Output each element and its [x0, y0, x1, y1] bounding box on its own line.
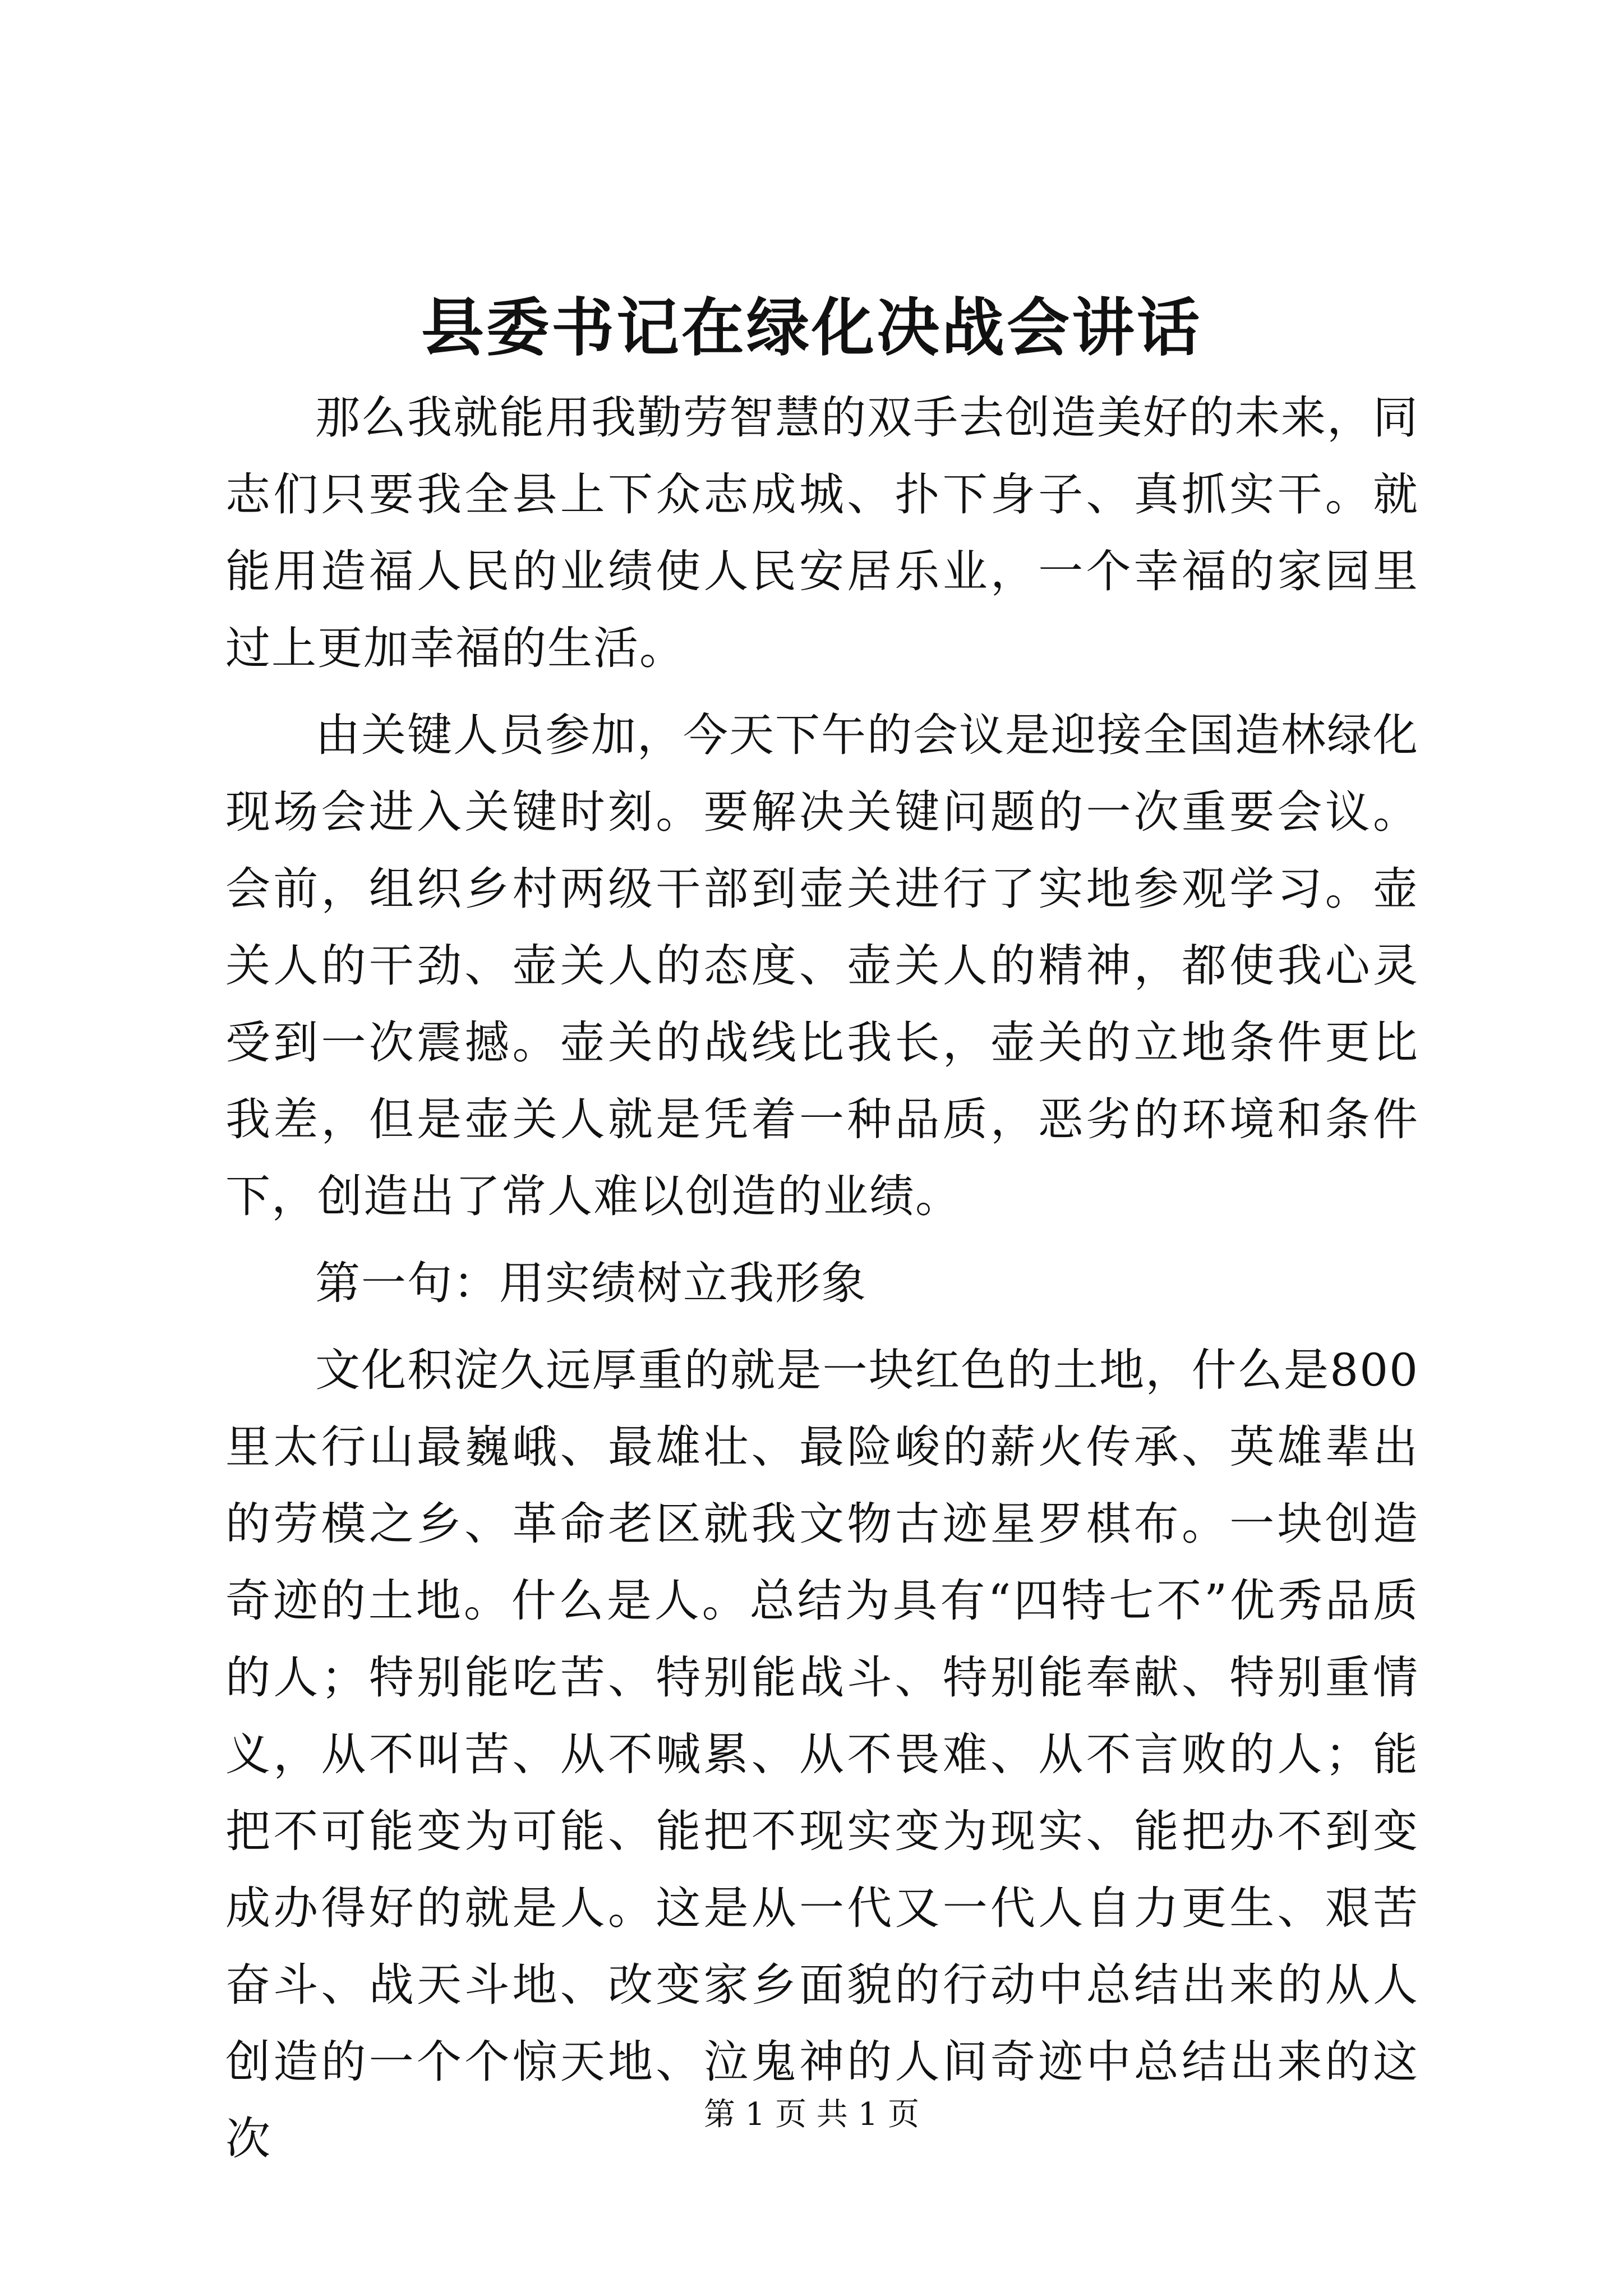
section-heading: 第一句：用实绩树立我形象 [315, 1257, 867, 1309]
page-number-footer: 第 1 页 共 1 页 [703, 2096, 920, 2133]
paragraph-3: 文化积淀久远厚重的就是一块红色的土地，什么是800里太行山最巍峨、最雄壮、最险峻的薪火传承、英雄辈出的劳模之乡、革命老区就我文物古迹星罗棋布。一块创造奇迹的土地。什么是人。总结为具有“四特七不”优秀品质的人；特别能吃苦、特别能战斗、特别能奉献、特别重情义，从不叫苦、从不喊累、从不畏难、从不言败的人；能把不可能变为可能、能把不现实变为现实、能把办不到变成办得好的就是人。这是从一代又一代人自力更生、艰苦奋斗、战天斗地、改变家乡面貌的行动中总结出来的从人创造的一个个惊天地、泣鬼神的人间奇迹中总结出来的这次 [225, 1344, 1419, 2165]
document-title: 县委书记在绿化决战会讲话 [421, 291, 1202, 365]
paragraph-2: 由关键人员参加，今天下午的会议是迎接全国造林绿化现场会进入关键时刻。要解决关键问题的一次重要会议。会前，组织乡村两级干部到壶关进行了实地参观学习。壶关人的干劲、壶关人的态度、壶关人的精神，都使我心灵受到一次震撼。壶关的战线比我长，壶关的立地条件更比我差，但是壶关人就是凭着一种品质，恶劣的环境和条件下，创造出了常人难以创造的业绩。 [225, 709, 1419, 1222]
paragraph-1: 那么我就能用我勤劳智慧的双手去创造美好的未来，同志们只要我全县上下众志成城、扑下身子、真抓实干。就能用造福人民的业绩使人民安居乐业，一个幸福的家园里过上更加幸福的生活。 [225, 392, 1419, 674]
document-body [225, 379, 1419, 2177]
